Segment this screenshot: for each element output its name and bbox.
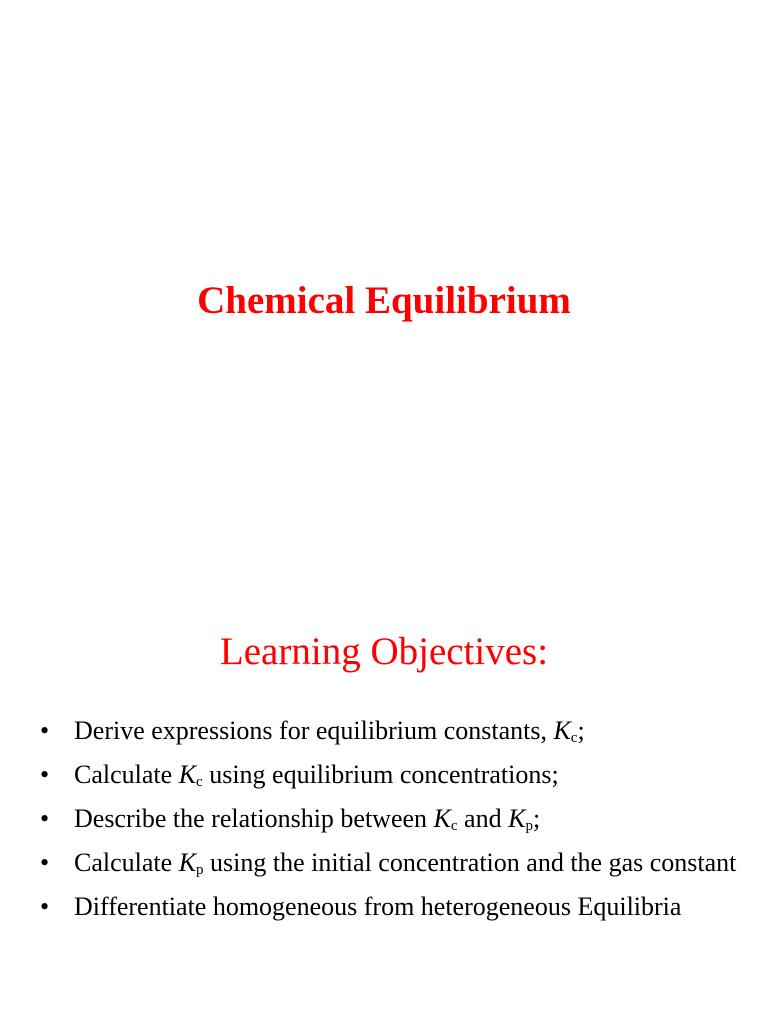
objective-text: Calculate <box>74 848 179 877</box>
objective-text: Describe the relationship between <box>74 804 434 833</box>
learning-objectives-heading: Learning Objectives: <box>219 630 549 673</box>
bullet-icon: • <box>40 892 50 921</box>
constant-symbol: K <box>433 804 451 833</box>
bullet-icon: • <box>40 716 50 745</box>
bullet-icon: • <box>40 804 50 833</box>
constant-subscript: p <box>525 818 533 834</box>
objective-text-end: using equilibrium concentrations; <box>202 760 559 789</box>
constant-subscript: c <box>196 774 203 790</box>
objective-text-end: ; <box>532 804 541 833</box>
objective-text-middle: and <box>457 804 509 833</box>
slide-title: Chemical Equilibrium <box>197 279 571 322</box>
list-item <box>40 890 740 924</box>
list-item <box>40 846 740 880</box>
constant-symbol: K <box>553 716 571 745</box>
objectives-list <box>40 714 740 934</box>
constant-symbol: K <box>508 804 526 833</box>
bullet-icon: • <box>40 848 50 877</box>
objective-text: Calculate <box>74 760 179 789</box>
constant-symbol: K <box>178 760 197 789</box>
constant-subscript: c <box>450 818 458 834</box>
constant-subscript: c <box>570 730 578 746</box>
objective-text-end: using the initial concentration and the gas constant <box>203 848 737 877</box>
constant-symbol: K <box>178 848 197 877</box>
list-item <box>40 714 740 748</box>
list-item <box>40 802 740 836</box>
list-item <box>40 758 740 792</box>
constant-subscript: p <box>196 862 204 878</box>
objective-text-end: ; <box>577 716 585 745</box>
bullet-icon: • <box>40 760 50 789</box>
objective-text: Differentiate homogeneous from heterogeneous Equilibria <box>74 892 682 921</box>
objective-text: Derive expressions for equilibrium constants, <box>74 716 554 745</box>
